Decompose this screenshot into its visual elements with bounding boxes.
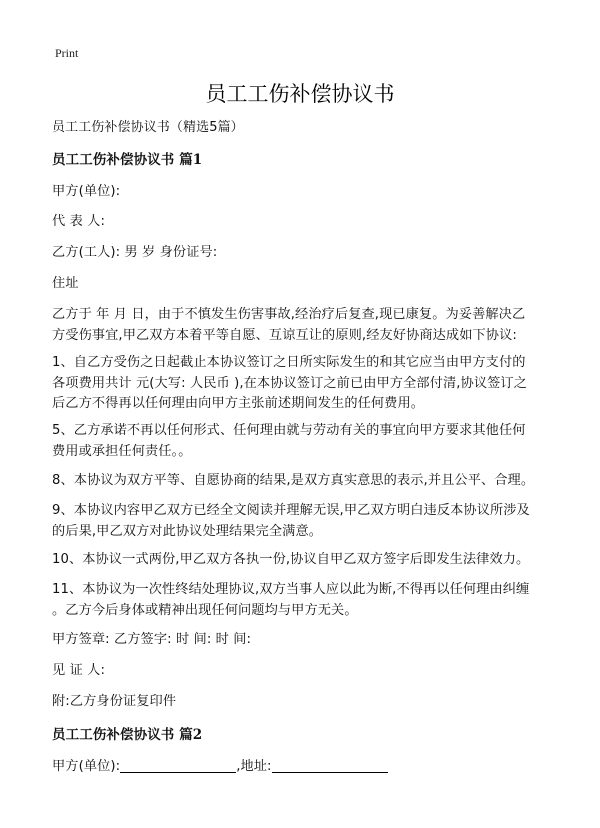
- paragraph-line: 11、本协议为一次性终结处理协议,双方当事人应以此为断,不得再以任何理由纠缠: [52, 582, 530, 597]
- paragraph-line: 的后果,甲乙双方对此协议处理结果完全满意。: [52, 523, 323, 539]
- address-field: 住址: [52, 276, 79, 291]
- party-b-worker-field: 乙方(工人): 男 岁 身份证号:: [52, 245, 218, 260]
- clause-10-paragraph: 10、本协议一式两份,甲乙双方各执一份,协议自甲乙双方签字后即发生法律效力。: [52, 552, 530, 567]
- signatures-line: 甲方签章: 乙方签字: 时 间: 时 间:: [52, 632, 252, 647]
- witness-line: 见 证 人:: [52, 663, 105, 678]
- document-subtitle: 员工工伤补偿协议书（精选5篇）: [52, 120, 244, 135]
- paragraph-line: 费用或承担任何责任。。: [52, 443, 192, 459]
- clause-9-paragraph: [52, 501, 552, 542]
- clause-8-paragraph: 8、本协议为双方平等、自愿协商的结果,是双方真实意思的表示,并且公平、合理。: [52, 473, 535, 488]
- paragraph-line: 。乙方今后身体或精神出现任何问题均与甲方无关。: [52, 602, 358, 618]
- paragraph-line: 5、乙方承诺不再以任何形式、任何理由就与劳动有关的事宜向甲方要求其他任何: [52, 423, 526, 438]
- clause-1-paragraph: [52, 353, 552, 415]
- party-a-unit-field: 甲方(单位):: [52, 184, 121, 199]
- section-2-heading: 员工工伤补偿协议书 篇2: [52, 727, 203, 743]
- paragraph-line: 1、自乙方受伤之日起截止本协议签订之日所实际发生的和其它应当由甲方支付的: [52, 355, 526, 370]
- section-2-party-a-line: [52, 757, 552, 778]
- address-label: ,地址:: [236, 759, 272, 774]
- paragraph-line: 乙方于 年 月 日，由于不慎发生伤害事故,经治疗后复查,现已康复。为妥善解决乙: [52, 307, 526, 322]
- party-a-unit-label: 甲方(单位):: [52, 759, 121, 774]
- paragraph-line: 方受伤事宜,甲乙双方本着平等自愿、互谅互让的原则,经友好协商达成如下协议:: [52, 327, 517, 343]
- paragraph-line: 各项费用共计 元(大写: 人民币 ),在本协议签订之前已由甲方全部付清,协议签订之: [52, 375, 527, 391]
- intro-paragraph: [52, 305, 552, 346]
- paragraph-line: 9、本协议内容甲乙双方已经全文阅读并理解无误,甲乙双方明白违反本协议所涉及: [52, 503, 530, 518]
- clause-5-paragraph: [52, 421, 552, 462]
- attachment-line: 附:乙方身份证复印件: [52, 694, 177, 709]
- clause-11-paragraph: [52, 580, 552, 621]
- section-1-heading: 员工工伤补偿协议书 篇1: [52, 152, 203, 168]
- representative-field: 代 表 人:: [52, 214, 105, 229]
- document-title: 员工工伤补偿协议书: [205, 83, 395, 106]
- paragraph-line: 后乙方不得再以任何理由向甲方主张前述期间发生的任何费用。: [52, 396, 425, 411]
- address-blank: [272, 758, 388, 773]
- print-label: Print: [55, 46, 79, 60]
- party-a-unit-blank: [120, 758, 236, 773]
